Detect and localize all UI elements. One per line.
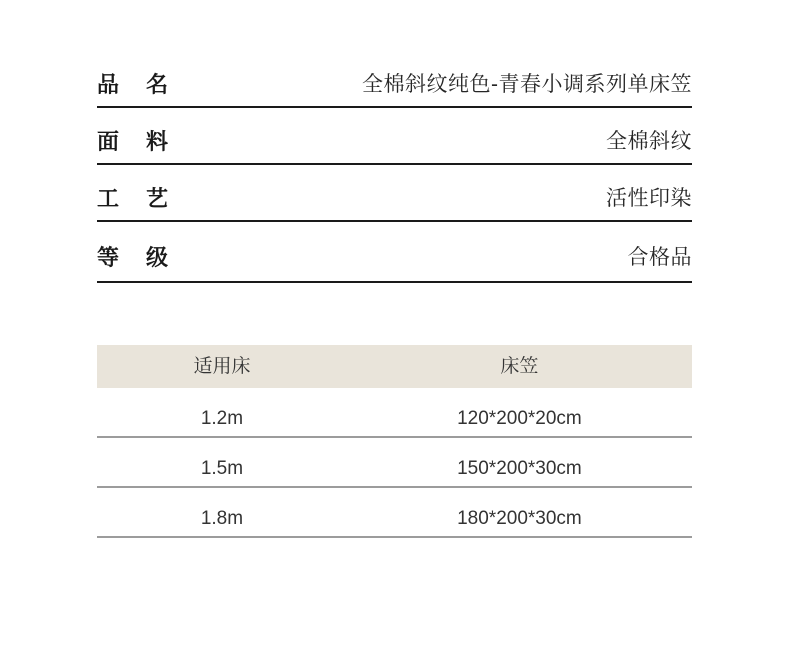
spec-value: 全棉斜纹 bbox=[606, 130, 692, 153]
spec-label: 等级 bbox=[97, 244, 196, 270]
size-table bbox=[97, 345, 692, 538]
sheet-size-cell: 180*200*30cm bbox=[457, 507, 582, 529]
size-row bbox=[97, 438, 692, 488]
sheet-size-cell: 150*200*30cm bbox=[457, 457, 582, 479]
spec-value: 全棉斜纹纯色-青春小调系列单床笠 bbox=[362, 73, 692, 96]
size-row bbox=[97, 488, 692, 538]
spec-list bbox=[97, 51, 692, 283]
column-header-fitted-sheet: 床笠 bbox=[500, 356, 539, 377]
spec-value: 活性印染 bbox=[606, 187, 692, 210]
bed-size-cell: 1.5m bbox=[200, 457, 244, 479]
spec-label: 工艺 bbox=[97, 185, 196, 211]
spec-value: 合格品 bbox=[627, 246, 692, 269]
size-row bbox=[97, 388, 692, 438]
size-table-header bbox=[97, 345, 692, 388]
spec-row-craft bbox=[97, 165, 692, 222]
bed-size-cell: 1.2m bbox=[200, 407, 244, 429]
bed-size-cell: 1.8m bbox=[200, 507, 244, 529]
column-header-bed: 适用床 bbox=[193, 356, 251, 377]
spec-row-fabric bbox=[97, 108, 692, 165]
spec-label: 面料 bbox=[97, 128, 196, 154]
spec-row-grade bbox=[97, 222, 692, 283]
sheet-size-cell: 120*200*20cm bbox=[457, 407, 582, 429]
spec-row-product-name bbox=[97, 51, 692, 108]
spec-label: 品名 bbox=[97, 71, 196, 97]
